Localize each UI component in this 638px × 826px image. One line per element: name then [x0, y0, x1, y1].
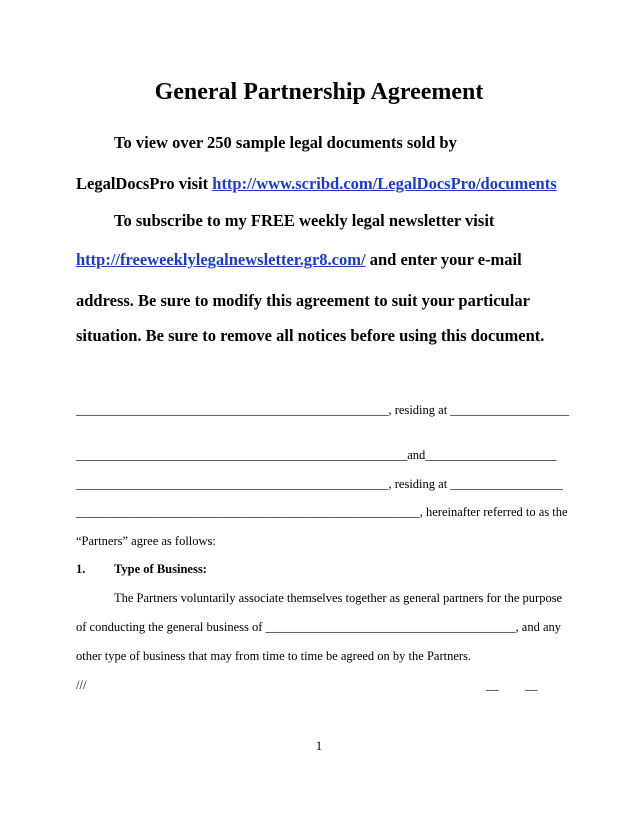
notice-line-6: situation. Be sure to remove all notices before using this document. — [76, 326, 545, 345]
scribd-link[interactable]: http://www.scribd.com/LegalDocsPro/documents — [212, 174, 557, 193]
notice-line-2-text: LegalDocsPro visit — [76, 174, 213, 193]
notice-line-4-text: and enter your e-mail — [365, 250, 522, 269]
initials-mark-2: __ — [525, 678, 538, 692]
notice-line-2 — [76, 174, 557, 194]
newsletter-link[interactable]: http://freeweeklylegalnewsletter.gr8.com/ — [76, 250, 366, 269]
party-line-3: __________________________________________________, residing at __________________ — [76, 477, 563, 491]
section-1-line-2: of conducting the general business of ________________________________________, and any — [76, 620, 562, 634]
party-line-1: __________________________________________________, residing at ___________________ — [76, 403, 570, 417]
section-1-number: 1. — [76, 562, 86, 576]
notice-line-1: To view over 250 sample legal documents sold by — [114, 133, 457, 152]
initials-mark-1: __ — [486, 678, 499, 692]
section-1-line-1: The Partners voluntarily associate themselves together as general partners for the purpose — [114, 591, 563, 605]
page-number: 1 — [315, 739, 323, 753]
party-line-2: _____________________________________________________and_____________________ — [76, 448, 557, 462]
notice-line-5: address. Be sure to modify this agreement to suit your particular — [76, 291, 530, 310]
section-1-heading: Type of Business: — [114, 562, 207, 576]
notice-line-3: To subscribe to my FREE weekly legal newsletter visit — [114, 211, 495, 230]
continuation-slashes: /// — [76, 678, 87, 692]
document-title: General Partnership Agreement — [154, 79, 484, 105]
party-line-4: _______________________________________________________, hereinafter referred to as the — [76, 505, 568, 519]
party-line-5: “Partners” agree as follows: — [76, 534, 216, 548]
notice-line-4 — [76, 250, 522, 270]
section-1-line-3: other type of business that may from time to time be agreed on by the Partners. — [76, 649, 472, 663]
